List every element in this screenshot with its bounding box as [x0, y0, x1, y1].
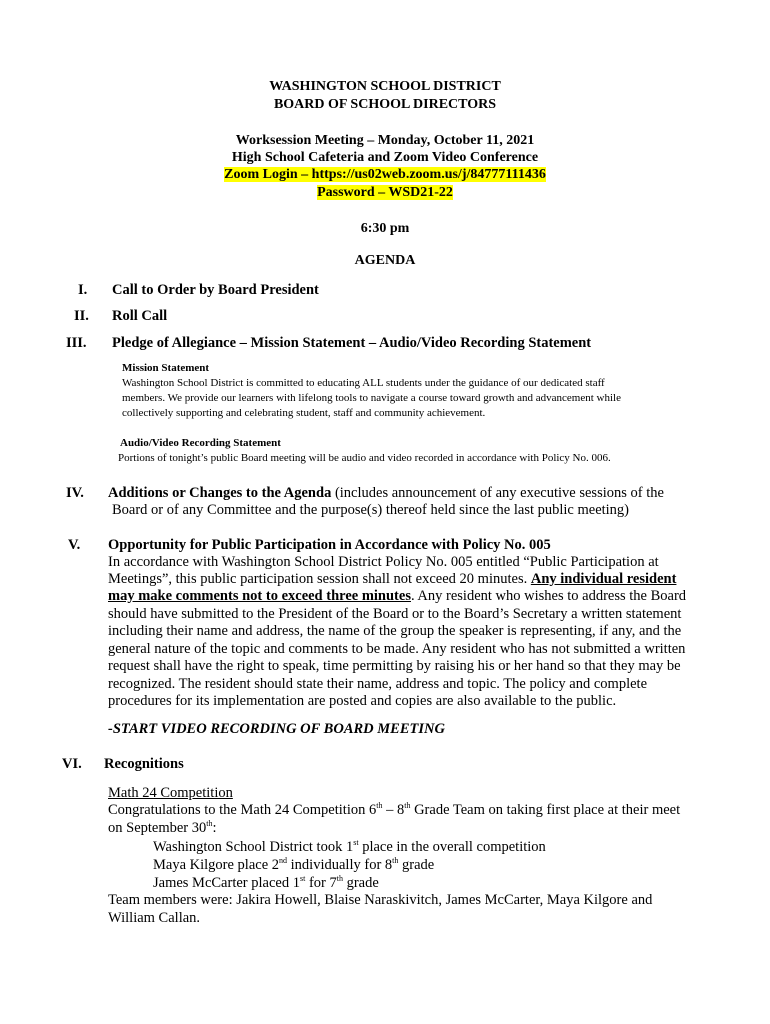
- math24-r2-text-c: grade: [398, 857, 435, 873]
- item-v-line-2-text: Meetings”, this public participation session shall not exceed 20 minutes.: [108, 571, 531, 587]
- item-number-ii: II.: [74, 308, 89, 324]
- item-title-v: Opportunity for Public Participation in Accordance with Policy No. 005: [108, 537, 551, 553]
- math24-r2-text-b: individually for 8: [287, 857, 393, 873]
- password-line: [0, 184, 770, 201]
- item-v-line-7: request shall have the right to speak, time permitting by raising his or her hand so that they may be: [108, 658, 681, 674]
- item-v-emphasis-1: Any individual resident: [530, 571, 677, 587]
- item-v-line-6: general nature of the topic and comments to be made. Any resident who has not submitted a written: [108, 641, 686, 657]
- math24-c1-text-c: Grade Team on taking first place at their meet: [410, 802, 681, 818]
- av-text: Portions of tonight’s public Board meeting will be audio and video recorded in accordance with Policy No. 006.: [118, 452, 611, 464]
- zoom-password: Password – WSD21-22: [317, 185, 453, 200]
- math24-r2-sup-1: nd: [279, 856, 288, 866]
- item-iv-line-1: [108, 485, 664, 503]
- math24-result-1: [153, 839, 546, 857]
- math24-heading: Math 24 Competition: [108, 785, 233, 801]
- item-number-iii: III.: [66, 335, 87, 351]
- video-recording-note: -START VIDEO RECORDING OF BOARD MEETING: [108, 721, 445, 737]
- board-name: BOARD OF SCHOOL DIRECTORS: [273, 97, 497, 112]
- item-v-line-4: should have submitted to the President of the Board or to the Board’s Secretary a written statement: [108, 606, 682, 622]
- item-v-line-1: In accordance with Washington School District Policy No. 005 entitled “Public Participation at: [108, 554, 659, 570]
- item-iv-line-2: Board or of any Committee and the purpose(s) thereof held since the last public meeting): [112, 502, 630, 518]
- math24-c2-text-b: :: [212, 820, 217, 836]
- math24-result-2: [153, 857, 434, 875]
- av-heading: Audio/Video Recording Statement: [120, 437, 281, 449]
- math24-c2-text-a: on September 30: [108, 820, 207, 836]
- math24-c1-sup-1: th: [376, 801, 383, 811]
- math24-r2-sup-2: th: [392, 856, 399, 866]
- meeting-title: Worksession Meeting – Monday, October 11, 2021: [235, 133, 535, 148]
- math24-r3-sup-2: th: [336, 874, 343, 884]
- item-number-iv: IV.: [66, 485, 84, 501]
- item-v-line-9: procedures for its implementation are posted and copies are also available to the public.: [108, 693, 617, 709]
- mission-line-1: Washington School District is committed to educating ALL students under the guidance of our dedicated staff: [122, 377, 605, 389]
- item-number-i: I.: [78, 282, 88, 298]
- zoom-login-line: [0, 166, 770, 183]
- math24-team-line-2: William Callan.: [108, 910, 201, 926]
- math24-r1-text-a: Washington School District took 1: [153, 839, 354, 855]
- math24-r3-text-c: grade: [342, 875, 379, 891]
- math24-team-line-1: Team members were: Jakira Howell, Blaise Naraskivitch, James McCarter, Maya Kilgore and: [108, 892, 653, 908]
- item-v-line-3: [108, 588, 686, 606]
- meeting-time: 6:30 pm: [360, 221, 410, 236]
- item-title-ii: Roll Call: [112, 308, 168, 324]
- math24-congrats-line-1: [108, 802, 680, 820]
- item-number-vi: VI.: [62, 756, 82, 772]
- math24-c1-text-b: – 8: [382, 802, 405, 818]
- math24-congrats-line-2: [108, 820, 217, 838]
- math24-r1-text-b: place in the overall competition: [358, 839, 546, 855]
- math24-result-3: [153, 875, 379, 893]
- math24-r3-sup-1: st: [299, 874, 306, 884]
- item-number-v: V.: [68, 537, 81, 553]
- item-v-line-2: [108, 571, 676, 589]
- mission-line-2: members. We provide our learners with lifelong tools to navigate a course toward growth and advancement while: [122, 392, 621, 404]
- math24-r1-sup: st: [353, 838, 359, 848]
- mission-heading: Mission Statement: [122, 362, 210, 374]
- item-v-line-8: recognized. The resident should state their name, address and topic. The policy and complete: [108, 676, 648, 692]
- math24-c2-sup: th: [206, 819, 213, 829]
- meeting-location: High School Cafeteria and Zoom Video Conference: [231, 150, 539, 165]
- district-name: WASHINGTON SCHOOL DISTRICT: [269, 79, 501, 94]
- math24-c1-sup-2: th: [404, 801, 411, 811]
- mission-line-3: collectively supporting and celebrating student, staff and community achievement.: [122, 407, 486, 419]
- math24-r3-text-b: for 7: [305, 875, 337, 891]
- item-v-line-3-text: . Any resident who wishes to address the Board: [410, 588, 687, 604]
- item-title-vi: Recognitions: [104, 756, 184, 772]
- item-title-i: Call to Order by Board President: [112, 282, 319, 298]
- item-v-emphasis-2: may make comments not to exceed three minutes: [108, 588, 411, 604]
- agenda-heading: AGENDA: [354, 253, 416, 268]
- item-title-iii: Pledge of Allegiance – Mission Statement – Audio/Video Recording Statement: [112, 335, 592, 351]
- zoom-login-link[interactable]: Zoom Login – https://us02web.zoom.us/j/84777111436: [224, 167, 546, 182]
- math24-r3-text-a: James McCarter placed 1: [153, 875, 300, 891]
- math24-r2-text-a: Maya Kilgore place 2: [153, 857, 280, 873]
- item-v-line-5: including their name and address, the name of the group the speaker is representing, if any, and the: [108, 623, 682, 639]
- item-iv-text-1: (includes announcement of any executive sessions of the: [331, 485, 664, 501]
- item-title-iv: Additions or Changes to the Agenda: [108, 485, 332, 501]
- math24-c1-text-a: Congratulations to the Math 24 Competition 6: [108, 802, 377, 818]
